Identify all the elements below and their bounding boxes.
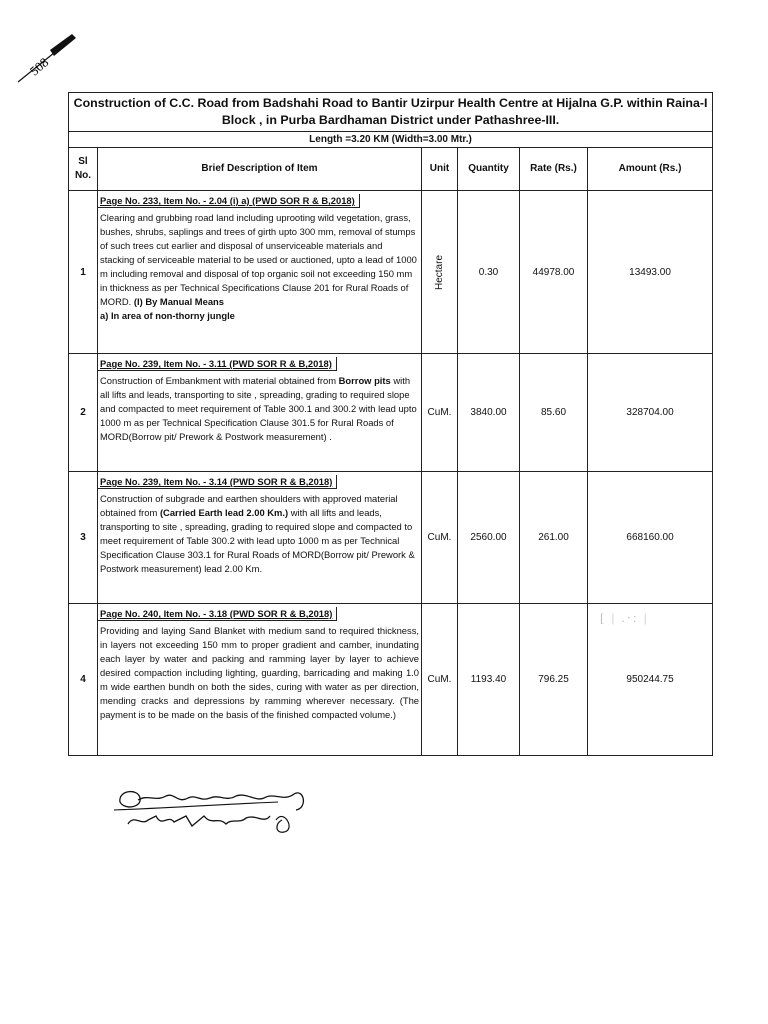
item-text-bold: (I) By Manual Means	[133, 296, 224, 307]
item-amount: 950244.75	[588, 604, 713, 756]
item-quantity: 3840.00	[458, 354, 520, 472]
document-title: Construction of C.C. Road from Badshahi Road to Bantir Uzirpur Health Centre at Hijalna G.P. within Raina-I Block , in Purba Bardhaman District under Pathashree-III.	[69, 93, 713, 132]
item-text: Construction of Embankment with material obtained from	[100, 375, 337, 386]
header-amount: Amount (Rs.)	[588, 148, 713, 191]
header-quantity: Quantity	[458, 148, 520, 191]
item-unit-text: Hectare	[434, 254, 446, 290]
item-sl: 4	[69, 604, 98, 756]
table-header-row	[69, 148, 713, 191]
item-text: Construction of subgrade and earthen shoulders with approved material obtained from	[100, 493, 398, 518]
item-quantity: 2560.00	[458, 472, 520, 604]
bill-of-quantities-table	[68, 92, 713, 756]
item-sl: 2	[69, 354, 98, 472]
table-row	[69, 472, 713, 604]
header-rate: Rate (Rs.)	[520, 148, 588, 191]
item-description	[98, 604, 422, 756]
item-rate: 44978.00	[520, 191, 588, 354]
item-description	[98, 191, 422, 354]
header-sl-no: Sl No.	[69, 148, 98, 191]
item-rate: 85.60	[520, 354, 588, 472]
item-rate: 796.25	[520, 604, 588, 756]
faint-stamp: [ | .·: |	[600, 610, 649, 625]
item-quantity: 0.30	[458, 191, 520, 354]
item-quantity: 1193.40	[458, 604, 520, 756]
item-description	[98, 354, 422, 472]
item-unit: CuM.	[422, 472, 458, 604]
table-row	[69, 354, 713, 472]
item-text-2: with all lifts and leads, transporting to site , spreading, grading to required slope and compacted to meet requirement of Table 300.1 and 300.2 with lead upto 1000 m as per Technical Specification Clause 301.5 for Rural Roads of MORD(Borrow pit/ Prework & Postwork measurement) .	[100, 375, 417, 442]
item-unit: CuM.	[422, 354, 458, 472]
page-number-text: 508	[26, 54, 52, 79]
item-amount: 13493.00	[588, 191, 713, 354]
item-unit: CuM.	[422, 604, 458, 756]
road-length: Length =3.20 KM (Width=3.00 Mtr.)	[69, 132, 713, 148]
item-text-bold-2: a) In area of non-thorny jungle	[100, 310, 235, 321]
item-text-2: with all lifts and leads, transporting to site , spreading, grading to required slope and compacted to meet requirement of Table 300.2 with lead upto 1000 m as per Technical Specification Clause 303.1 for Rural Roads of MORD(Borrow pit/ Prework & Postwork measurement) lead 2.00 Km.	[100, 507, 415, 574]
item-text-bold: Borrow pits	[338, 375, 391, 386]
item-rate: 261.00	[520, 472, 588, 604]
table-row	[69, 604, 713, 756]
item-reference: Page No. 239, Item No. - 3.11 (PWD SOR R & B,2018)	[98, 357, 337, 371]
item-sl: 1	[69, 191, 98, 354]
table-row	[69, 191, 713, 354]
item-text: Providing and laying Sand Blanket with medium sand to required thickness, in layers not exceeding 150 mm to proper gradient and camber, inundating each layer by water and packing and ramming layer by layer to achieve desired compaction including lighting, guarding, barricading and making 1.0 m wide earthen bundh on both the sides, curing with water as per direction, mending cracks and depressions by ramming wherever necessary. (The payment is to be made on the basis of the finished compacted volume.)	[100, 625, 419, 720]
item-sl: 3	[69, 472, 98, 604]
item-text: Clearing and grubbing road land including uprooting wild vegetation, grass, bushes, shrubs, saplings and trees of girth upto 300 mm, removal of stumps of such trees cut earlier and disposal of unserviceable materials and stacking of serviceable material to be used or auctioned, upto a lead of 1000 m including removal and disposal of top organic soil not exceeding 150 mm in thickness as per Technical Specifications Clause 201 for Rural Roads of MORD.	[100, 212, 417, 307]
page-number-mark	[10, 20, 80, 90]
item-unit	[422, 191, 458, 354]
item-description	[98, 472, 422, 604]
item-text-bold: (Carried Earth lead 2.00 Km.)	[159, 507, 289, 518]
header-description: Brief Description of Item	[98, 148, 422, 191]
item-amount: 668160.00	[588, 472, 713, 604]
item-reference: Page No. 240, Item No. - 3.18 (PWD SOR R & B,2018)	[98, 607, 337, 621]
item-reference: Page No. 239, Item No. - 3.14 (PWD SOR R & B,2018)	[98, 475, 337, 489]
signature	[108, 780, 318, 840]
item-reference: Page No. 233, Item No. - 2.04 (i) a) (PWD SOR R & B,2018)	[98, 194, 360, 208]
header-unit: Unit	[422, 148, 458, 191]
item-amount: 328704.00	[588, 354, 713, 472]
